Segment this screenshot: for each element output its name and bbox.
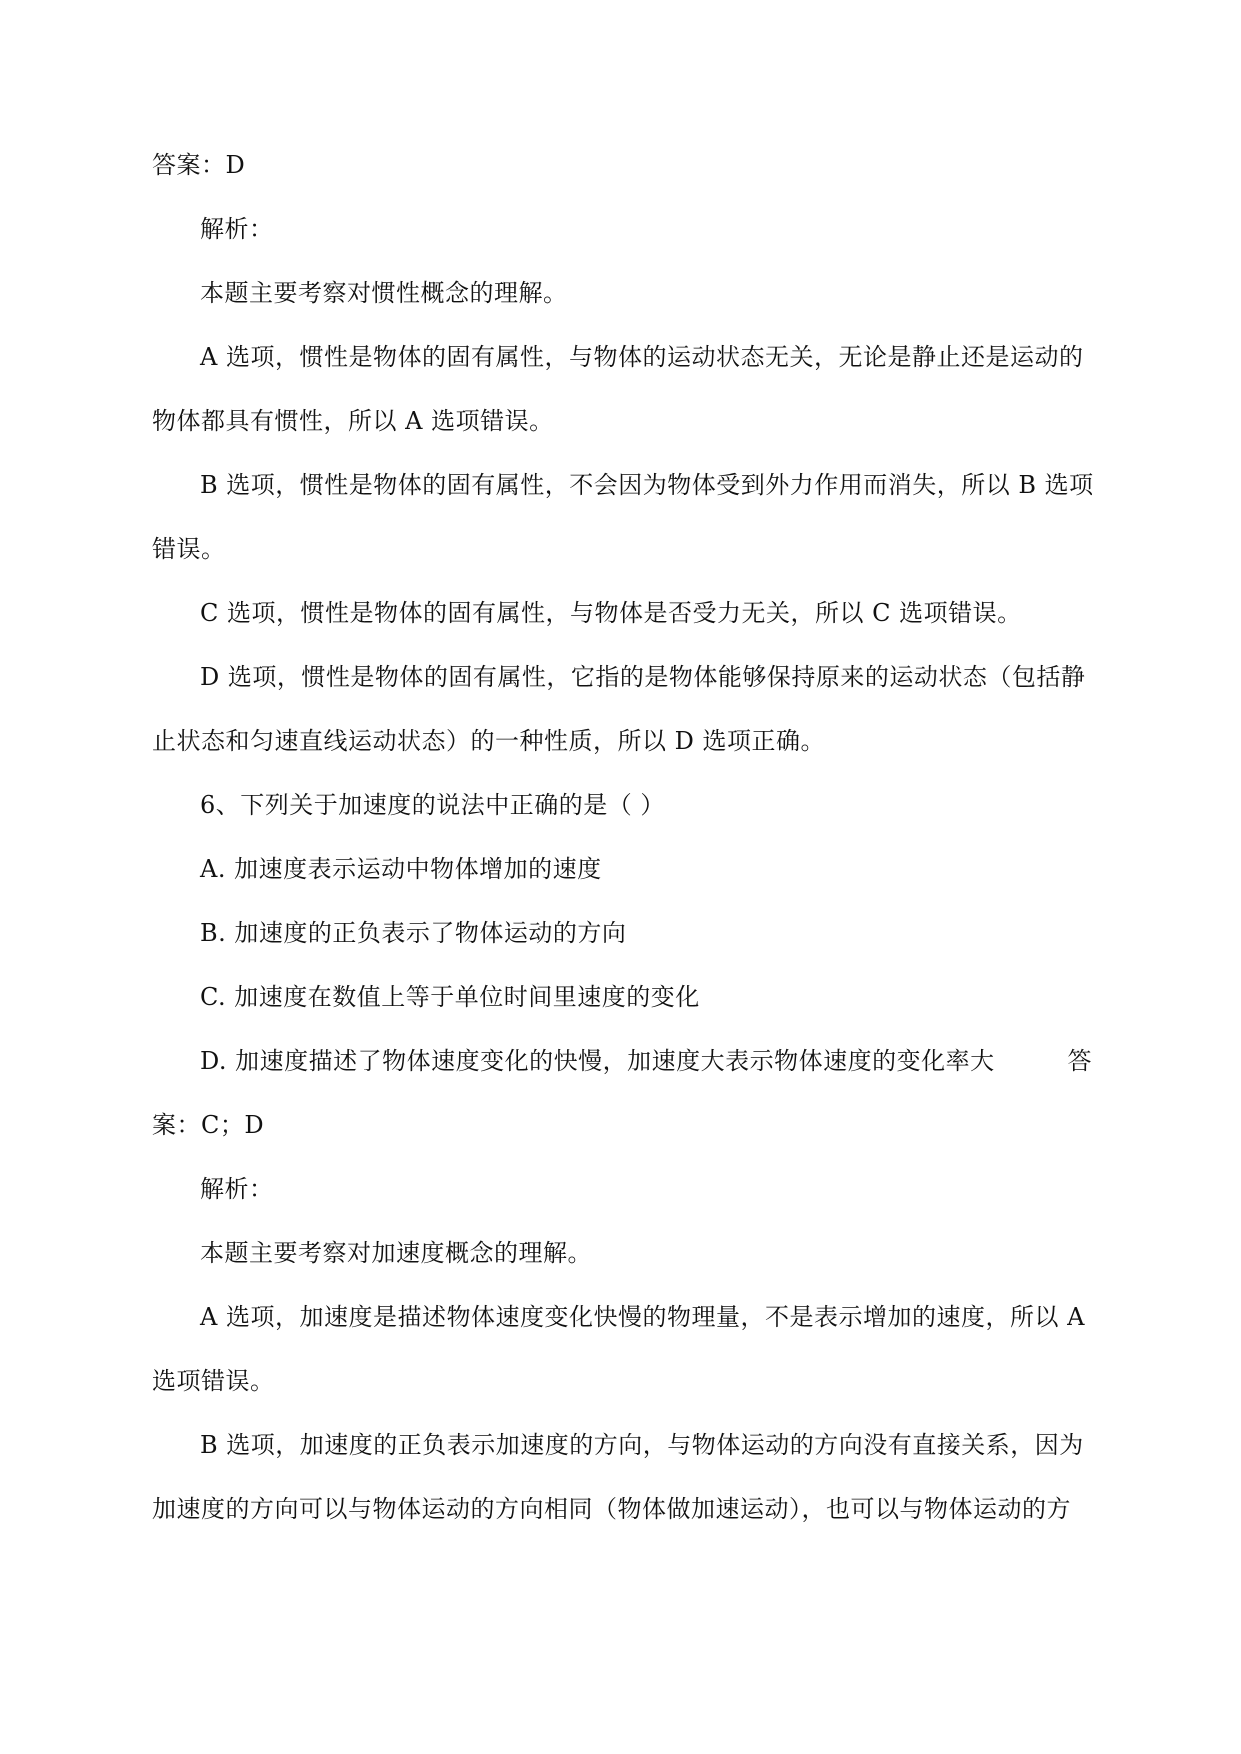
analysis-q6-option-a-line-1: A 选项，加速度是描述物体速度变化快慢的物理量，不是表示增加的速度，所以 A [200,1303,1085,1331]
answer-line-q6: 案：C；D [152,1111,265,1139]
analysis-intro: 本题主要考察对惯性概念的理解。 [200,279,568,307]
question-6-option-d-row [200,1044,1092,1078]
question-6-option-b: B. 加速度的正负表示了物体运动的方向 [200,919,627,947]
analysis-option-d-line-1: D 选项，惯性是物体的固有属性，它指的是物体能够保持原来的运动状态（包括静 [200,663,1086,691]
analysis-heading-q6: 解析： [200,1175,274,1203]
answer-label-start: 答 [1067,1047,1092,1075]
analysis-q6-option-b-line-1: B 选项，加速度的正负表示加速度的方向，与物体运动的方向没有直接关系，因为 [200,1431,1084,1459]
analysis-option-b-line-2: 错误。 [152,535,226,563]
question-6: 6、下列关于加速度的说法中正确的是（ ） [200,791,665,819]
analysis-option-d-line-2: 止状态和匀速直线运动状态）的一种性质，所以 D 选项正确。 [152,727,825,755]
analysis-option-b-line-1: B 选项，惯性是物体的固有属性，不会因为物体受到外力作用而消失，所以 B 选项 [200,471,1094,499]
analysis-q6-option-b-line-2: 加速度的方向可以与物体运动的方向相同（物体做加速运动），也可以与物体运动的方 [152,1495,1071,1523]
analysis-option-a-line-1: A 选项，惯性是物体的固有属性，与物体的运动状态无关，无论是静止还是运动的 [200,343,1084,371]
analysis-intro-q6: 本题主要考察对加速度概念的理解。 [200,1239,592,1267]
analysis-option-a-line-2: 物体都具有惯性，所以 A 选项错误。 [152,407,554,435]
analysis-option-c: C 选项，惯性是物体的固有属性，与物体是否受力无关，所以 C 选项错误。 [200,599,1022,627]
question-6-option-a: A. 加速度表示运动中物体增加的速度 [200,855,602,883]
analysis-q6-option-a-line-2: 选项错误。 [152,1367,275,1395]
question-6-option-c: C. 加速度在数值上等于单位时间里速度的变化 [200,983,700,1011]
analysis-heading: 解析： [200,215,274,243]
question-6-option-d: D. 加速度描述了物体速度变化的快慢，加速度大表示物体速度的变化率大 [200,1047,995,1075]
answer-line-q5: 答案：D [152,151,246,179]
